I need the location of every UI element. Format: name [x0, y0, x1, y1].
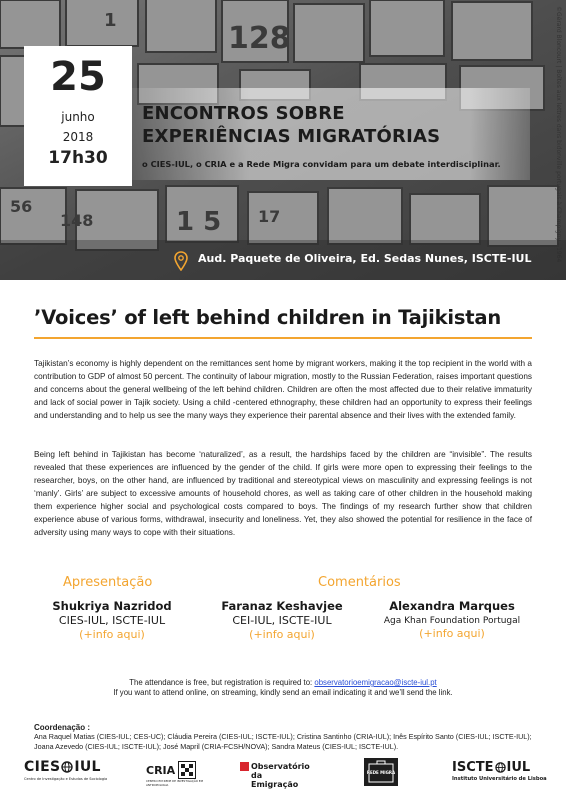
speaker-name: Alexandra Marques — [389, 599, 515, 613]
svg-text:128: 128 — [228, 21, 291, 56]
speaker-info-link[interactable]: (+info aqui) — [249, 628, 315, 641]
cies-logo-suffix: IUL — [74, 759, 101, 775]
coordination-names: Ana Raquel Matias (CIES-IUL; CES-UC); Cláudia Pereira (CIES-IUL; ISCTE-IUL); Cristina Santinho (CRIA-IUL); Inês Espírito Santo (CIES-IUL; ISCTE-IUL); Joana Azevedo (CIES-IUL; ISCTE-IUL); José Mapril (CRIA-FCSH/NOVA); Sandra Mateus (CIES-IUL; ISCTE-IUL). — [34, 732, 532, 751]
speaker-affiliation: CIES-IUL, ISCTE-IUL — [58, 614, 166, 627]
date-panel — [24, 46, 132, 186]
observatorio-mark-icon — [240, 762, 249, 771]
iscte-iul-logo — [452, 760, 547, 782]
speaker-info-link[interactable]: (+info aqui) — [79, 628, 145, 641]
event-title-line2: EXPERIÊNCIAS MIGRATÓRIAS — [142, 126, 441, 147]
rede-migra-logo — [364, 758, 398, 786]
registration-text: The attendance is free, but registration is required to: — [129, 678, 313, 687]
speaker-commentator-2 — [372, 599, 532, 640]
iscte-logo-text: ISCTE — [452, 760, 494, 775]
event-year: 2018 — [62, 130, 94, 144]
cria-grid-icon — [178, 761, 196, 779]
speaker-affiliation: Aga Khan Foundation Portugal — [383, 616, 521, 626]
abstract-paragraph-2: Being left behind in Tajikistan has become ‘naturalized’, as a result, the hardships faced by the children are “invisible”. The results revealed that these experiences are influenced by the gender of the child. If girls were more open to expressing their feelings to the researcher, boys, on the other hand, are influenced by traditional and stereotypical views on masculinity and expressing feelings is not ‘manly’. Girls’ are subject to excessive amounts of household chores, as well as taking care of other children in the household making them experience higher social and psychological costs compared to boys. The findings of my research further show that children experience abuse of various forms, withdrawal, insecurity and loneliness. Yet, they also showed the potential for resilience in the face of adversity using many ways to cope with their situations. — [34, 450, 532, 537]
event-subtitle: o CIES-IUL, o CRIA e a Rede Migra convidam para um debate interdisciplinar. — [142, 159, 501, 169]
iscte-tagline: Instituto Universitário de Lisboa — [452, 776, 547, 782]
svg-text:1 5: 1 5 — [176, 207, 222, 237]
iscte-logo-suffix: IUL — [506, 760, 531, 775]
svg-text:148: 148 — [60, 211, 94, 230]
cies-tagline: Centro de Investigação e Estudos de Sociologia — [24, 777, 108, 781]
observatorio-logo — [240, 762, 310, 789]
event-title-line1: ENCONTROS SOBRE — [142, 103, 345, 124]
venue: Aud. Paquete de Oliveira, Ed. Sedas Nunes, ISCTE-IUL — [198, 252, 532, 265]
comments-heading: Comentários — [318, 575, 401, 590]
talk-title: ’Voices’ of left behind children in Tajikistan — [34, 306, 502, 329]
observatorio-line2: da Emigração — [251, 771, 299, 789]
cria-logo — [146, 761, 206, 787]
event-title — [142, 102, 440, 148]
registration-line-1 — [0, 678, 566, 687]
registration-line-2: If you want to attend online, on streaming, kindly send an email indicating it and we’ll send the link. — [113, 688, 453, 697]
event-month: junho — [61, 110, 95, 124]
speaker-presenter — [41, 599, 183, 641]
speaker-name: Shukriya Nazridod — [52, 599, 172, 613]
speaker-affiliation: CEI-IUL, ISCTE-IUL — [232, 614, 332, 627]
svg-text:56: 56 — [10, 197, 33, 216]
speaker-commentator-1 — [210, 599, 354, 641]
cria-logo-text: CRIA — [146, 763, 176, 777]
photo-credit — [552, 6, 564, 263]
header-banner — [0, 0, 566, 280]
speaker-info-link[interactable]: (+info aqui) — [419, 627, 485, 640]
rede-migra-text: REDE MIGRA — [366, 770, 396, 775]
title-divider — [34, 337, 532, 339]
photo-credit-text: ©Gérard Bloncourt | Boîtes aux lettres dans bidonville portugais à Champigny - 1964 — [555, 6, 562, 263]
svg-text:17: 17 — [258, 207, 281, 226]
location-pin-icon — [174, 251, 188, 271]
coordination-label: Coordenação : — [34, 723, 91, 732]
registration-email-link[interactable]: observatorioemigracao@iscte-iul.pt — [314, 678, 437, 687]
event-time: 17h30 — [48, 148, 108, 168]
globe-icon — [61, 761, 73, 773]
cria-tagline: CENTRO EM REDE DE INVESTIGAÇÃO EM ANTROPOLOGIA — [146, 779, 203, 787]
cies-iul-logo — [24, 759, 116, 781]
globe-icon — [495, 762, 506, 773]
speaker-name: Faranaz Keshavjee — [221, 599, 343, 613]
abstract-paragraph-1: Tajikistan’s economy is highly dependent on the remittances sent home by migrant workers, making it the top recipient in the world with a contribution to GDP of almost 50 percent. The continuity of labour migration, mostly to the Russian Federation, raises important questions and concerns about the general wellbeing of the left behind children. Children are often the most affected due to their relative immaturity and lack of social power in Tajik society. Using a child -centered ethnography, these children had an opportunity to express their feelings and understanding and to help us see the many ways they experience their parental absence and their lives with the extended family. — [34, 359, 532, 420]
presentation-heading: Apresentação — [63, 575, 153, 590]
cies-logo-text: CIES — [24, 759, 61, 775]
observatorio-line1: Observatório — [251, 762, 310, 771]
event-day: 25 — [50, 54, 106, 100]
svg-text:1: 1 — [104, 10, 117, 31]
